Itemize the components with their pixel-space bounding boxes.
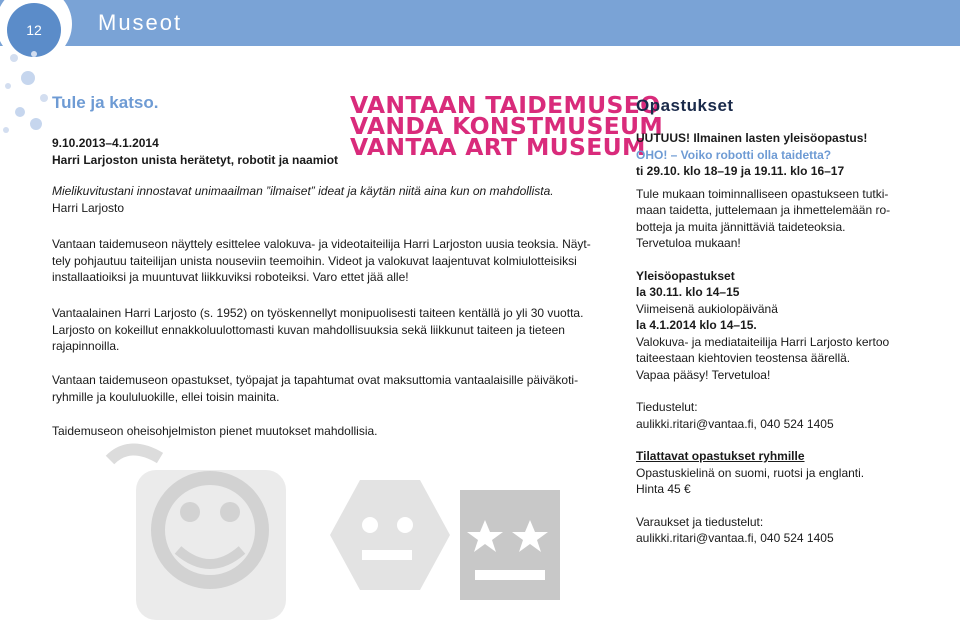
museum-logo	[350, 91, 664, 161]
public-tour-last-day: Viimeisenä aukiolopäivänä	[636, 301, 778, 316]
group-tours-price: Hinta 45 €	[636, 482, 691, 496]
changes-note: Taidemuseon oheisohjelmiston pienet muutokset mahdollisia.	[52, 424, 378, 438]
page-number: 12	[7, 3, 61, 57]
guided-tours-heading: Opastukset	[636, 96, 734, 115]
artist-bio	[52, 305, 617, 355]
oho-tour-times: ti 29.10. klo 18–19 ja 19.11. klo 16–17	[636, 164, 845, 178]
exhibition-description	[52, 236, 617, 286]
text-line: ryhmille ja koululuokille, ellei toisin mainita.	[52, 389, 280, 404]
text-line: maan taidetta, juttelemaan ja ihmettelemään ro-	[636, 203, 891, 217]
text-line: Valokuva- ja mediataiteilija Harri Larjosto kertoo	[636, 334, 890, 349]
text-line: taiteestaan kiehtovien teostensa äärellä.	[636, 351, 851, 365]
quote-text: Mielikuvitustani innostavat unimaailman ”ilmaiset” ideat ja käytän niitä aina kun on mahdollista.	[52, 184, 554, 198]
square-robot-figure	[460, 490, 560, 600]
public-tour-date-1: la 30.11. klo 14–15	[636, 285, 740, 299]
tagline: Tule ja katso.	[52, 93, 159, 112]
decorative-dots	[0, 50, 60, 140]
text-line: Vantaan taidemuseon näyttely esittelee valokuva- ja videotaiteilija Harri Larjoston uusia teoksia. Näyt-	[52, 237, 591, 251]
group-tours-languages: Opastuskielinä on suomi, ruotsi ja englanti.	[636, 465, 865, 480]
text-line: Tervetuloa mukaan!	[636, 236, 741, 250]
public-tours-title: Yleisöopastukset	[636, 268, 735, 283]
info-label: Tiedustelut:	[636, 400, 698, 414]
group-tours-title: Tilattavat opastukset ryhmille	[636, 449, 805, 463]
artist-quote	[52, 183, 617, 216]
text-line: Vantaan taidemuseon opastukset, työpajat ja tapahtumat ovat maksuttomia vantaalaisille päiväkoti-	[52, 373, 579, 387]
logo-line-sv: VANDA KONSTMUSEUM	[350, 112, 664, 140]
quote-author: Harri Larjosto	[52, 200, 125, 215]
booking-contact[interactable]: aulikki.ritari@vantaa.fi, 040 524 1405	[636, 531, 834, 545]
booking-label: Varaukset ja tiedustelut:	[636, 514, 764, 529]
logo-line-en: VANTAA ART MUSEUM	[350, 133, 646, 161]
section-title: Museot	[98, 10, 183, 35]
free-events-note	[52, 372, 617, 405]
text-line: installaatioiksi ja muuntuvat liikkuviksi roboteiksi. Varo ettet jää alle!	[52, 270, 409, 284]
text-line: botteja ja muita jännittäviä taideteoksia.	[636, 219, 846, 234]
text-line: Vapaa pääsy! Tervetuloa!	[636, 367, 771, 382]
text-line: tely pohjautuu taiteilijan unista nouseviin teemoihin. Videot ja valokuvat laajentuvat kolmiulotteisiksi	[52, 253, 577, 268]
info-contact[interactable]: aulikki.ritari@vantaa.fi, 040 524 1405	[636, 416, 834, 431]
exhibition-dates: 9.10.2013–4.1.2014	[52, 136, 159, 150]
hexagon-robot-figure	[330, 480, 450, 590]
text-line: rajapinnoilla.	[52, 339, 120, 353]
new-tour-label: UUTUUS! Ilmainen lasten yleisöopastus!	[636, 131, 868, 145]
robot-illustration	[100, 440, 560, 629]
public-tour-date-2: la 4.1.2014 klo 14–15.	[636, 318, 757, 332]
guided-tours-column	[636, 96, 936, 547]
oho-tour-title: OHO! – Voiko robotti olla taidetta?	[636, 147, 832, 162]
logo-line-fi: VANTAAN TAIDEMUSEO	[350, 91, 661, 119]
round-robot-figure	[110, 449, 286, 620]
text-line: Tule mukaan toiminnalliseen opastukseen tutki-	[636, 186, 889, 201]
text-line: Vantaalainen Harri Larjosto (s. 1952) on työskennellyt monipuolisesti taiteen kentällä jo yli 30 vuotta.	[52, 306, 584, 320]
exhibition-title: Harri Larjoston unista herätetyt, robotit ja naamiot	[52, 153, 339, 167]
text-line: Larjosto on kokeillut ennakkoluulottomasti kuvan mahdollisuuksia sekä liikkunut taiteen ja tieteen	[52, 322, 565, 337]
